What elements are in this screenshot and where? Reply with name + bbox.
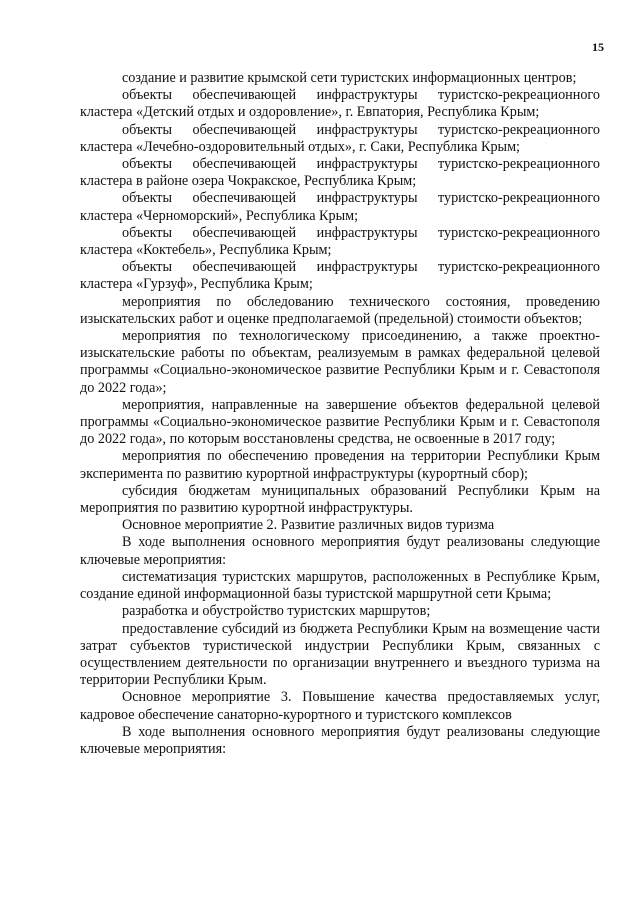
list-item-completion-federal-program: мероприятия, направленные на завершение объектов федеральной целевой программы «Социально-экономическое развитие Республики Крым и г. Севастополя до 2022 года», по которым восстановлены средства, не освоенные в 2017 году; (80, 396, 600, 448)
list-item-cluster-chernomorsky: объекты обеспечивающей инфраструктуры туристско-рекреационного кластера «Черноморский», Республика Крым; (80, 190, 600, 224)
list-item-cluster-saki: объекты обеспечивающей инфраструктуры туристско-рекреационного кластера «Лечебно-оздоровительный отдых», г. Саки, Республика Крым; (80, 121, 600, 155)
list-item-technical-survey: мероприятия по обследованию технического состояния, проведению изыскательских работ и оценке предполагаемой (предельной) стоимости объектов; (80, 293, 600, 327)
list-item-cluster-koktebel: объекты обеспечивающей инфраструктуры туристско-рекреационного кластера «Коктебель», Республика Крым; (80, 224, 600, 259)
list-item-technological-connection: мероприятия по технологическому присоединению, а также проектно-изыскательские работы по объектам, реализуемым в рамках федеральной целевой программы «Социально-экономическое развитие Республики Крым и г. Севастополя до 2022 года»; (80, 328, 600, 396)
paragraph-key-activities-intro-2: В ходе выполнения основного мероприятия будут реализованы следующие ключевые мероприятия: (80, 534, 600, 568)
page-number: 15 (592, 40, 604, 54)
paragraph-key-activities-intro-3: В ходе выполнения основного мероприятия будут реализованы следующие ключевые мероприятия: (80, 723, 600, 757)
list-item-cluster-chokrakskoe: объекты обеспечивающей инфраструктуры туристско-рекреационного кластера в районе озера Чокракское, Республика Крым; (80, 156, 600, 190)
list-item-tourism-subsidies: предоставление субсидий из бюджета Республики Крым на возмещение части затрат субъектов туристической индустрии Республики Крым, связанных с осуществлением деятельности по организации внутреннего и въездного туризма на территории Республики Крым. (80, 620, 600, 689)
section-heading-main-activity-2: Основное мероприятие 2. Развитие различных видов туризма (122, 517, 495, 534)
list-item-route-development: разработка и обустройство туристских маршрутов; (122, 603, 431, 620)
list-item-cluster-gurzuf: объекты обеспечивающей инфраструктуры туристско-рекреационного кластера «Гурзуф», Республика Крым; (80, 259, 600, 293)
list-item-resort-fee-experiment: мероприятия по обеспечению проведения на территории Республики Крым эксперимента по развитию курортной инфраструктуры (курортный сбор); (80, 448, 600, 482)
section-heading-main-activity-3: Основное мероприятие 3. Повышение качества предоставляемых услуг, кадровое обеспечение санаторно-курортного и туристского комплексов (80, 689, 600, 723)
document-body (80, 70, 600, 758)
list-item-tourist-info-centers: создание и развитие крымской сети туристских информационных центров; (122, 70, 577, 86)
list-item-route-systematization: систематизация туристских маршрутов, расположенных в Республике Крым, создание единой информационной базы туристской маршрутной сети Крыма; (80, 568, 600, 603)
list-item-municipal-subsidy: субсидия бюджетам муниципальных образований Республики Крым на мероприятия по развитию курортной инфраструктуры. (80, 482, 600, 517)
list-item-cluster-evpatoria: объекты обеспечивающей инфраструктуры туристско-рекреационного кластера «Детский отдых и оздоровление», г. Евпатория, Республика Крым; (80, 87, 600, 121)
